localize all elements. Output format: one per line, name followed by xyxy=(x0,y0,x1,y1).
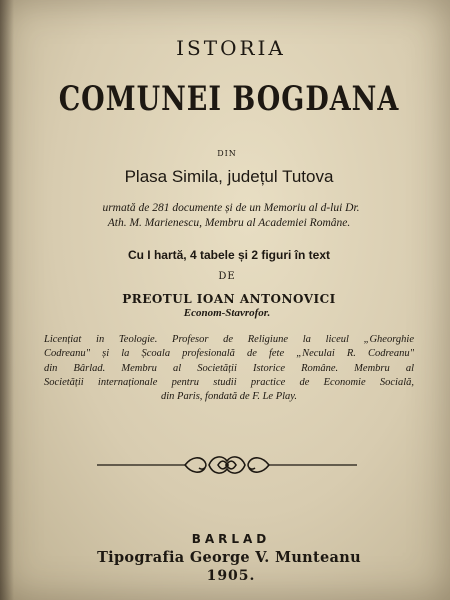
subtitle-line-1: urmată de 281 documente și de un Memoriu al d-lui Dr. xyxy=(102,202,360,214)
bio-line: Licențiat in Teologie. Profesor de Religiune la liceul „Gheorghie xyxy=(44,334,414,345)
din-label: DIN xyxy=(217,149,237,158)
subtitle-line-2: Ath. M. Marienescu, Membru al Academiei Române. xyxy=(107,217,351,229)
location-line: Plasa Simila, județul Tutova xyxy=(124,167,334,186)
author-rank: Econom-Stavrofor. xyxy=(183,307,271,319)
city-line: BARLAD xyxy=(191,532,271,546)
author-bio xyxy=(44,333,414,404)
bio-line: din Paris, fondată de F. Le Play. xyxy=(160,391,297,403)
year-line: 1905. xyxy=(206,568,256,584)
author-name: PREOTUL IOAN ANTONOVICI xyxy=(122,292,336,306)
contents-line: Cu I hartă, 4 tabele și 2 figuri în text xyxy=(127,248,331,262)
bio-line: Codreanu" și la Școala profesională de fete „Neculai R. Codreanu" xyxy=(44,348,414,360)
title-line-2: COMUNEI BOGDANA xyxy=(58,80,400,119)
printer-line: Tipografia George V. Munteanu xyxy=(97,549,361,566)
de-label: DE xyxy=(218,271,236,282)
bio-line: Societății internaționale pentru studii practice de Economie Socială, xyxy=(44,376,414,388)
title-line-1: ISTORIA xyxy=(176,36,286,60)
ornament-divider-icon xyxy=(97,452,357,478)
bio-line: din Bârlad. Membru al Societății Istorice Române. Membru al xyxy=(44,362,414,374)
